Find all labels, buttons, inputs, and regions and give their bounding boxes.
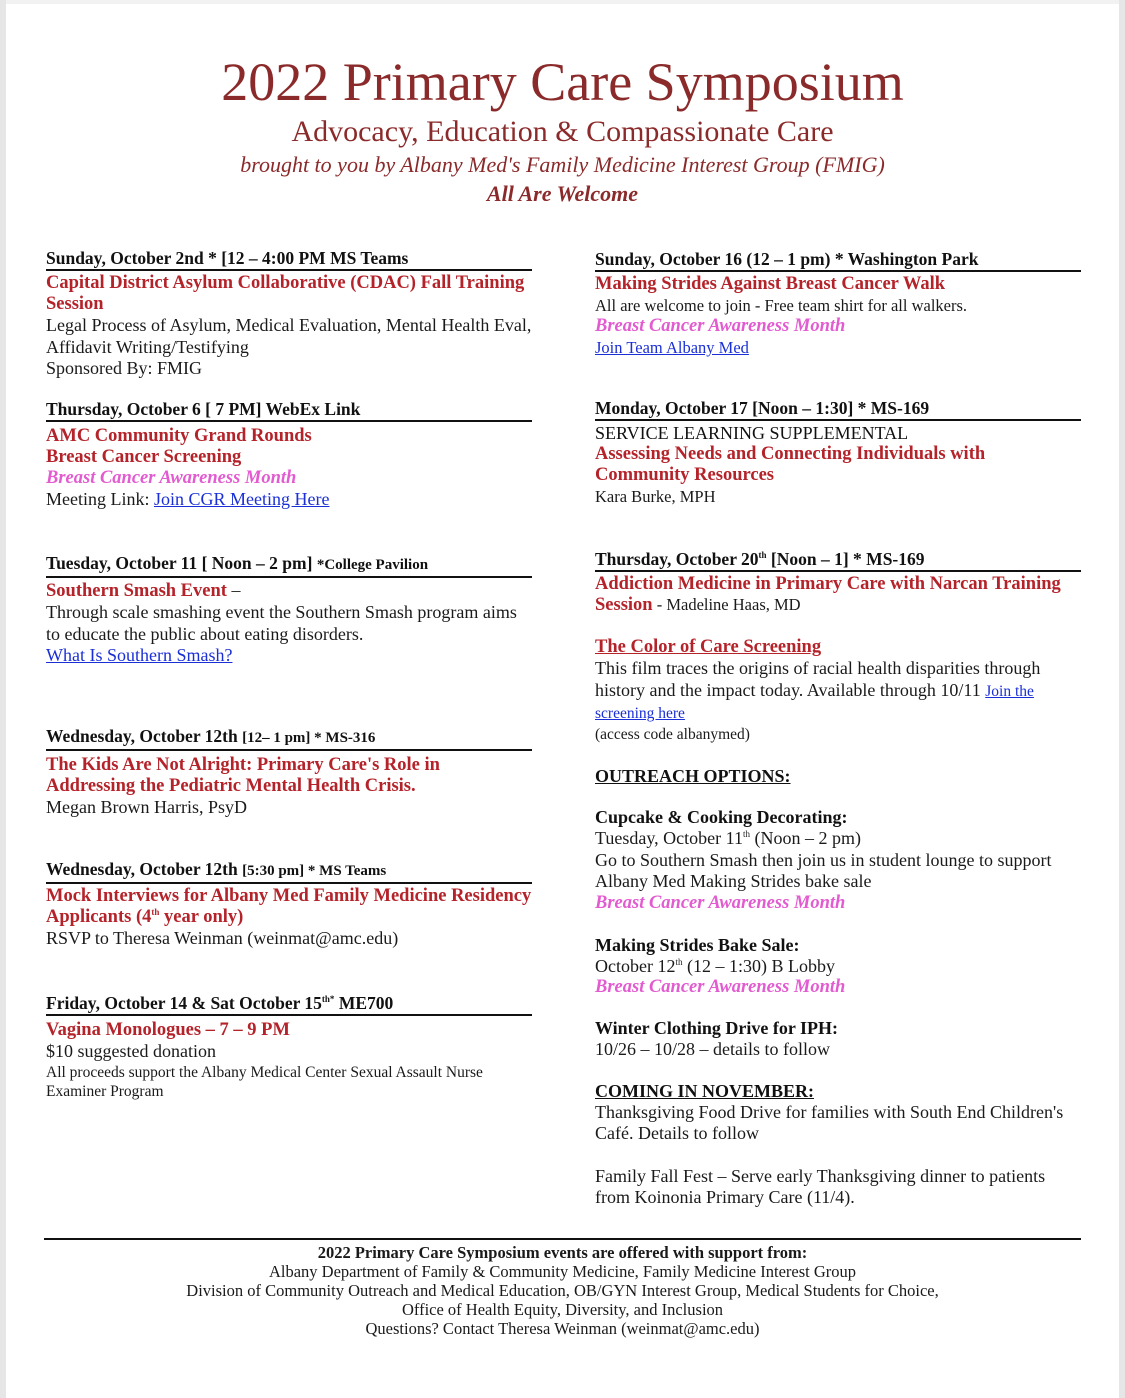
ordinal-suffix: th [675, 956, 683, 967]
page-edge-right [1119, 0, 1125, 1398]
outreach-item-description: Go to Southern Smash then join us in student lounge to support Albany Med Making Strides bake sale [595, 849, 1052, 891]
november-item: Family Fall Fest – Serve early Thanksgiving dinner to patients from Koinonia Primary Care (11/4). [595, 1165, 1046, 1207]
page-edge-left [0, 0, 6, 1398]
ordinal-suffix: th [151, 906, 160, 917]
access-code: (access code albanymed) [595, 725, 750, 743]
event-cdac [46, 248, 532, 380]
event-subtitle: Breast Cancer Screening [46, 447, 242, 467]
event-header-date: Friday, October 14 & Sat October 15 [46, 993, 322, 1013]
event-title: AMC Community Grand Rounds [46, 426, 312, 446]
event-header-date: Wednesday, October 12th [46, 859, 243, 879]
date-text: Tuesday, October 11 [595, 828, 743, 848]
event-title-text-end: year only) [159, 907, 244, 927]
event-sponsor: Sponsored By: FMIG [46, 358, 203, 378]
meeting-link-row [46, 489, 532, 511]
color-of-care-link[interactable]: The Color of Care Screening [595, 637, 822, 657]
event-making-strides-walk [595, 249, 1081, 359]
event-kids-not-alright [46, 726, 532, 819]
outreach-winter-clothing [595, 1018, 1081, 1061]
welcome-line: All Are Welcome [486, 181, 639, 207]
november-item: Thanksgiving Food Drive for families with South End Children's Café. Details to follow [595, 1101, 1064, 1143]
event-description [595, 658, 1081, 725]
awareness-tag: Breast Cancer Awareness Month [595, 316, 846, 336]
footer-contact: Questions? Contact Theresa Weinman (weinmat@amc.edu) [365, 1319, 760, 1338]
event-title: Addiction Medicine in Primary Care with Narcan Training Session [595, 574, 1061, 615]
join-cgr-meeting-link[interactable]: Join CGR Meeting Here [153, 489, 330, 509]
outreach-item-description: 10/26 – 10/28 – details to follow [595, 1039, 830, 1059]
ordinal-suffix: th [742, 829, 750, 839]
event-title: Vagina Monologues – 7 – 9 PM [46, 1020, 290, 1040]
event-header [46, 553, 532, 578]
event-header: Monday, October 17 [Noon – 1:30] * MS-169 [595, 398, 1081, 421]
event-mock-interviews [46, 859, 532, 950]
footer-heading: 2022 Primary Care Symposium events are offered with support from: [317, 1243, 808, 1262]
footer-line: Albany Department of Family & Community Medicine, Family Medicine Interest Group [268, 1262, 856, 1281]
footer-line: Division of Community Outreach and Medical Education, OB/GYN Interest Group, Medical Students for Choice, [186, 1281, 939, 1300]
event-title: The Kids Are Not Alright: Primary Care's Role in Addressing the Pediatric Mental Health Crisis. [46, 755, 440, 796]
outreach-cupcake [595, 807, 1081, 914]
event-description: Through scale smashing event the Southern Smash program aims to educate the public about eating disorders. [46, 602, 517, 644]
southern-smash-link[interactable]: What Is Southern Smash? [46, 645, 233, 665]
event-addiction-medicine [595, 549, 1081, 616]
event-header-date: Wednesday, October 12th [46, 726, 243, 746]
event-header: Sunday, October 16 (12 – 1 pm) * Washington Park [595, 249, 1081, 272]
event-description-text: This film traces the origins of racial health disparities through history and the impact today. Available through 10/11 [595, 658, 1041, 700]
event-title-dash: – [226, 580, 241, 600]
november-section [595, 1081, 1081, 1209]
event-title: Assessing Needs and Connecting Individuals with Community Resources [595, 444, 986, 485]
event-title-row [46, 580, 532, 602]
meeting-link-label: Meeting Link: [46, 489, 154, 509]
event-speaker: Kara Burke, MPH [595, 487, 716, 506]
event-kicker: SERVICE LEARNING SUPPLEMENTAL [595, 423, 909, 443]
event-title-row [595, 574, 1081, 616]
outreach-item-title: Winter Clothing Drive for IPH: [595, 1018, 838, 1038]
event-donation: $10 suggested donation [46, 1041, 216, 1061]
outreach-section [595, 766, 1081, 1209]
event-header [46, 726, 532, 751]
event-header-location: ME700 [334, 993, 394, 1013]
november-heading: COMING IN NOVEMBER: [595, 1080, 814, 1101]
event-title-text: Mock Interviews for Albany Med Family Medicine Residency Applicants (4 [46, 886, 532, 927]
event-header-location: [12– 1 pm] * MS-316 [242, 730, 376, 746]
event-vagina-monologues [46, 993, 532, 1101]
event-speaker: Megan Brown Harris, PsyD [46, 797, 247, 817]
page-title: 2022 Primary Care Symposium [221, 52, 904, 112]
event-header [595, 549, 1081, 572]
sponsor-footer [44, 1238, 1081, 1338]
event-header-date: Thursday, October 20 [595, 549, 759, 569]
event-header [46, 859, 532, 884]
event-proceeds: All proceeds support the Albany Medical Center Sexual Assault Nurse Examiner Program [46, 1063, 483, 1100]
event-rsvp: RSVP to Theresa Weinman (weinmat@amc.edu) [46, 928, 399, 948]
outreach-item-date [595, 956, 1081, 978]
event-title: Southern Smash Event [46, 581, 227, 601]
page-top-shadow [6, 0, 1119, 4]
ordinal-suffix: th [758, 550, 767, 561]
event-header: Sunday, October 2nd * [12 – 4:00 PM MS Teams [46, 248, 532, 271]
event-header-location: [Noon – 1] * MS-169 [766, 549, 925, 569]
page-subtitle: Advocacy, Education & Compassionate Care [291, 115, 834, 148]
event-title: Making Strides Against Breast Cancer Walk [595, 274, 945, 294]
event-title [46, 886, 532, 928]
outreach-bake-sale [595, 935, 1081, 999]
date-text: October 12 [595, 955, 676, 976]
event-color-of-care [595, 637, 1081, 744]
event-header: Thursday, October 6 [ 7 PM] WebEx Link [46, 399, 532, 422]
outreach-item-title: Cupcake & Cooking Decorating: [595, 807, 848, 827]
document-header [0, 52, 1125, 207]
event-header-location: *College Pavilion [316, 557, 429, 573]
event-description: Legal Process of Asylum, Medical Evaluation, Mental Health Eval, Affidavit Writing/Testifying [46, 315, 532, 357]
brought-by-line: brought to you by Albany Med's Family Medicine Interest Group (FMIG) [240, 152, 885, 177]
outreach-item-date [595, 828, 1081, 850]
join-team-albany-med-link[interactable]: Join Team Albany Med [595, 338, 749, 357]
event-service-learning [595, 398, 1081, 507]
ordinal-suffix: th* [321, 994, 335, 1005]
footer-line: Office of Health Equity, Diversity, and Inclusion [401, 1300, 724, 1319]
outreach-item-title: Making Strides Bake Sale: [595, 934, 800, 955]
event-speaker: - Madeline Haas, MD [652, 595, 801, 614]
outreach-heading: OUTREACH OPTIONS: [595, 766, 791, 786]
event-grand-rounds [46, 399, 532, 511]
awareness-tag: Breast Cancer Awareness Month [595, 892, 846, 913]
event-header-date: Tuesday, October 11 [ Noon – 2 pm] [46, 553, 317, 573]
join-screening-link[interactable]: Join the screening here [595, 682, 1034, 722]
event-header [46, 993, 532, 1016]
awareness-tag: Breast Cancer Awareness Month [46, 468, 297, 488]
event-southern-smash [46, 553, 532, 667]
time-text: (12 – 1:30) B Lobby [682, 955, 835, 976]
awareness-tag: Breast Cancer Awareness Month [595, 977, 846, 997]
event-title: Capital District Asylum Collaborative (CDAC) Fall Training Session [46, 273, 525, 314]
event-header-location: [5:30 pm] * MS Teams [242, 863, 387, 879]
time-text: (Noon – 2 pm) [750, 828, 861, 848]
event-description: All are welcome to join - Free team shirt for all walkers. [595, 296, 968, 315]
